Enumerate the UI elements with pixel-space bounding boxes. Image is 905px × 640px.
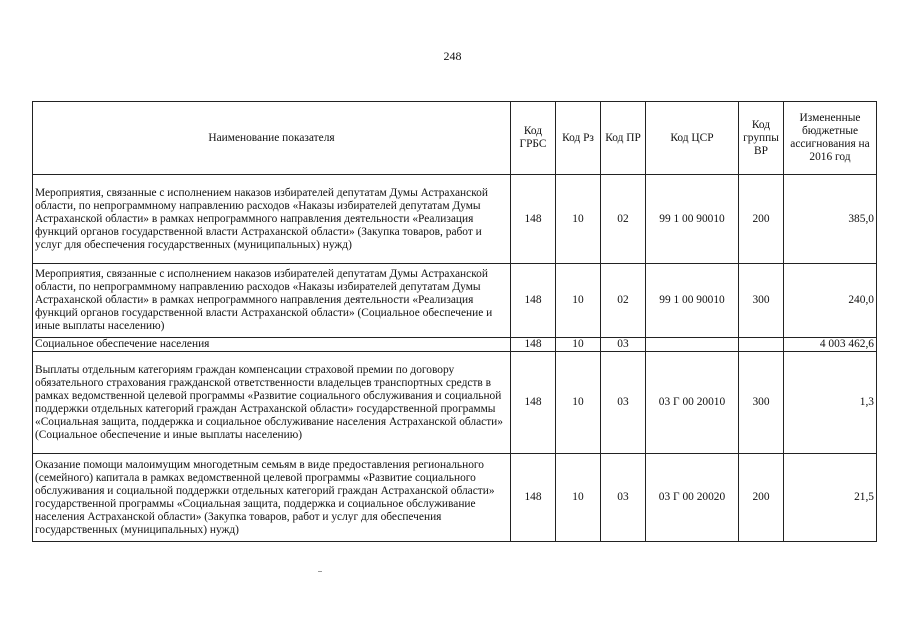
row-pr: 02 [601,264,646,338]
row-amount: 4 003 462,6 [784,338,877,352]
table-row [33,175,877,264]
row-vr: 200 [739,454,784,542]
row-name: Выплаты отдельным категориям граждан компенсации страховой премии по договору обязательного страхования гражданской ответственности владельцев транспортных средств в рамках ведомственной целевой программы «Развитие социального обслуживания и социальной поддержки отдельных категорий граждан Астраханской области» государственной программы «Социальная защита, поддержка и социальное обслуживание населения Астраханской области» (Социальное обеспечение и иные выплаты населению) [33,352,511,454]
row-grbs: 148 [511,454,556,542]
row-csr: 03 Г 00 20010 [646,352,739,454]
row-csr: 03 Г 00 20020 [646,454,739,542]
row-grbs: 148 [511,352,556,454]
row-csr: 99 1 00 90010 [646,264,739,338]
header-rz: Код Рз [556,102,601,175]
row-name: Социальное обеспечение населения [33,338,511,352]
row-vr: 300 [739,352,784,454]
row-grbs: 148 [511,338,556,352]
header-grbs: Код ГРБС [511,102,556,175]
page-number: 248 [443,49,462,63]
row-amount: 1,3 [784,352,877,454]
row-amount: 240,0 [784,264,877,338]
row-rz: 10 [556,264,601,338]
table-row [33,264,877,338]
row-vr: 200 [739,175,784,264]
row-vr: 300 [739,264,784,338]
row-rz: 10 [556,454,601,542]
row-csr [646,338,739,352]
header-vr: Код группы ВР [739,102,784,175]
row-vr [739,338,784,352]
row-pr: 03 [601,352,646,454]
header-csr: Код ЦСР [646,102,739,175]
row-grbs: 148 [511,264,556,338]
header-name: Наименование показателя [33,102,511,175]
table-row [33,352,877,454]
table-header-row [33,102,877,175]
header-pr: Код ПР [601,102,646,175]
row-rz: 10 [556,338,601,352]
row-amount: 385,0 [784,175,877,264]
row-pr: 02 [601,175,646,264]
header-amount: Измененные бюджетные ассигнования на 2016 год [784,102,877,175]
row-pr: 03 [601,454,646,542]
table-row [33,454,877,542]
row-grbs: 148 [511,175,556,264]
scan-speck [318,571,322,572]
budget-table [32,101,877,542]
row-pr: 03 [601,338,646,352]
row-amount: 21,5 [784,454,877,542]
row-csr: 99 1 00 90010 [646,175,739,264]
row-rz: 10 [556,352,601,454]
row-name: Мероприятия, связанные с исполнением наказов избирателей депутатам Думы Астраханской области, по непрограммному направлению расходов «Наказы избирателей депутатам Думы Астраханской области» в рамках непрограммного направления деятельности «Реализация функций органов государственной власти Астраханской области» (Закупка товаров, работ и услуг для обеспечения государственных (муниципальных) нужд) [33,175,511,264]
row-name: Мероприятия, связанные с исполнением наказов избирателей депутатам Думы Астраханской области, по непрограммному направлению расходов «Наказы избирателей депутатам Думы Астраханской области» в рамках непрограммного направления деятельности «Реализация функций органов государственной власти Астраханской области» (Социальное обеспечение и иные выплаты населению) [33,264,511,338]
table-row [33,338,877,352]
row-rz: 10 [556,175,601,264]
row-name: Оказание помощи малоимущим многодетным семьям в виде предоставления регионального (семейного) капитала в рамках ведомственной целевой программы «Развитие социального обслуживания и социальной поддержки отдельных категорий граждан Астраханской области» государственной программы «Социальная защита, поддержка и социальное обслуживание населения Астраханской области» (Закупка товаров, работ и услуг для обеспечения государственных (муниципальных) нужд) [33,454,511,542]
